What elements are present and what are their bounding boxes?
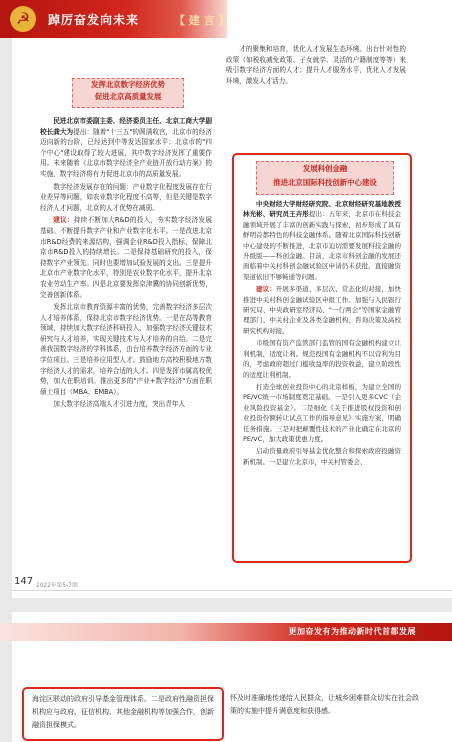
- issue-label: 2022年第5-7期: [36, 583, 78, 589]
- right-paragraph: 启动资量政府引导基金优化整合和探索政府投融资新机制。一是建立北京市，中关村管委会、: [243, 447, 401, 466]
- left-article-body: [40, 116, 212, 412]
- right-paragraph: 建议：开展多渠道、多层次、常态化的对接，加快推进中关村科创金融试验区申报工作。加强与人民银行研究局、中央政研室经济局、"一行两会"等国家金融管理部门、中关村企业及各类金融机构、咨询决策及高校研究机构对接。: [243, 285, 402, 335]
- right-paragraph: 中央财经大学财经研究院、北京财经研究基地教授林光彬、研究员王卉彤提出：五年来，北京市在科技金融领域开展了丰富的创新实践与探索，初步形成了具有鲜明首都特色的科技金融体系。随着北京国际科技创新中心建设的不断推进，北京市迫切需要发展科技金融的升级版——科创金融。目前，北京市科创金融的发展还面临着中关村科创金融试验区申请仍未获批，直接融资渠道依旧不够畅通等问题。: [243, 200, 402, 281]
- column-label: 【 建 言 】: [174, 14, 230, 27]
- left-paragraph: 民进北京市委副主委、经济委员主任、北京工商大学副校长龚大为提出：随着"十三五"的圆满收官，北京市的经济迈向新的台阶，已经达到中等发达国家水平；北京市的"四个中心"建设取得了较大进展，其中数字经济发挥了重要作用。未来随着《北京市数字经济全产业链开放行动方案》的实施，数字经济将有力促进北京市的高质量发展。: [40, 117, 212, 178]
- next-page-right-text: 怀及时准确地传递给人民群众，让城乡困难群众切实在社会政策的实施中提升满意度和获得感。: [230, 694, 419, 715]
- right-article-body: [243, 199, 401, 469]
- right-paragraph: 市级国有资产监管部门监管的国有金融机构建立让利机制，适度让利。规范投国有金融机构不以营利为目的，考虑政府超过门槛收益率的投资收益，建立阶段性的适度让利机制。: [243, 339, 401, 379]
- footer-divider: [12, 590, 452, 591]
- highlighted-excerpt-box: [22, 687, 224, 741]
- left-paragraph: 发挥北京市教育资源丰富的优势，完善数字经济多层次人才培养体系，保持北京市数字经济优势。一是在高等教育领域，持续加大数字经济科研投入，加强数字经济关键技术研究与人才培养，实现关键技术与人才培养的自给。二是完善我国数字经济的学科体系，由台培养数字经济方面的专业学位项目。三是培养应用型人才。鼓励地方高校积极地方数字经济人才的需求，培养合适的人才。四是发挥市属高校优势，加大在职培训。推出更多的"产业+数字经济"方面在职硕士项目（MBA、EMBA）。: [40, 303, 212, 396]
- suggestion-label: 建议：: [53, 216, 74, 225]
- left-article-heading: [72, 78, 184, 108]
- right-heading-line1: 发展科创金融: [302, 164, 348, 173]
- right-author: 中央财经大学财经研究院、北京财经研究基地教授林光彬、研究员王卉彤: [243, 200, 401, 219]
- left-heading-line2: 促进北京高质量发展: [94, 92, 162, 101]
- highlighted-article-box: [232, 153, 412, 563]
- header-banner: [0, 0, 230, 38]
- right-continuation-text: [226, 44, 406, 88]
- page-number: 147: [14, 576, 34, 587]
- party-emblem-icon: ☭: [10, 6, 36, 32]
- banner-title: 踔厉奋发向未来: [48, 13, 140, 27]
- right-article-heading: [256, 161, 394, 195]
- right-paragraph: 打造全球创业投资中心的北京样板，为建立全国的PE/VC统一市场制度奠定基础。一是引入更多CVC（企业风险投资基金）。二是细化《关于推进股权投资和创业投资份额转让试点工作的指导意见》实施方案，明确任务措施。三是对把颠覆性技术的产业化确定在北京的PE/VC，加大政策优惠力度。: [243, 382, 401, 443]
- right-paragraph: 才的聚集和培育，优化人才发展生态环境。出台针对性的政策（如税收减免政策、子女就学、灵活的户籍制度等等）来吸引数字经济方面的人才；提升人才服务水平，优化人才发展环境，激发人才活力。: [226, 45, 406, 85]
- highlighted-excerpt-text: 海淀区联动的政府引导基金管理体系。二是政府性融资担保机构应与政府、征信机构、其他金融机构等加强合作，创新融资担保模式。: [32, 695, 214, 729]
- left-paragraph: 加大数字经济高端人才引进力度，突出青年人: [53, 400, 186, 409]
- next-page-title: 更加奋发有为推动新时代首都发展: [288, 627, 416, 636]
- next-page-banner: [0, 623, 452, 641]
- right-heading-line2: 推进北京国际科技创新中心建设: [273, 178, 377, 187]
- suggestion-label: 建议：: [256, 285, 276, 294]
- left-paragraph: 建议：持续不断加大R&D的投入，夯实数字经济发展基础。不断提升数字产业和产业数字化水平。一是改进北京市R&D经费的来源结构，强调企业R&D投入指标，保障北京市R&D投入的持续增长。二是保持基础研究的投入，保持数字产业领先。同时也要增加试验发展的支出。三是提升北京市产业数字化水平，特别是农业数字化水平，提升北京农业劳动生产率。四是北京要发挥京津冀的协同创新优势，完善创新体系。: [40, 216, 212, 299]
- left-heading-line1: 发挥北京数字经济优势: [91, 80, 165, 89]
- left-paragraph: 数字经济发展存在的问题：产业数字化程度发展存在行业差异等问题，如农业数字化程度不高等，但是关键是数字经济人才问题，北京的人才优势在减弱。: [40, 182, 212, 212]
- left-author: 民进北京市委副主委、经济委员主任、北京工商大学副校长龚大为: [40, 117, 212, 136]
